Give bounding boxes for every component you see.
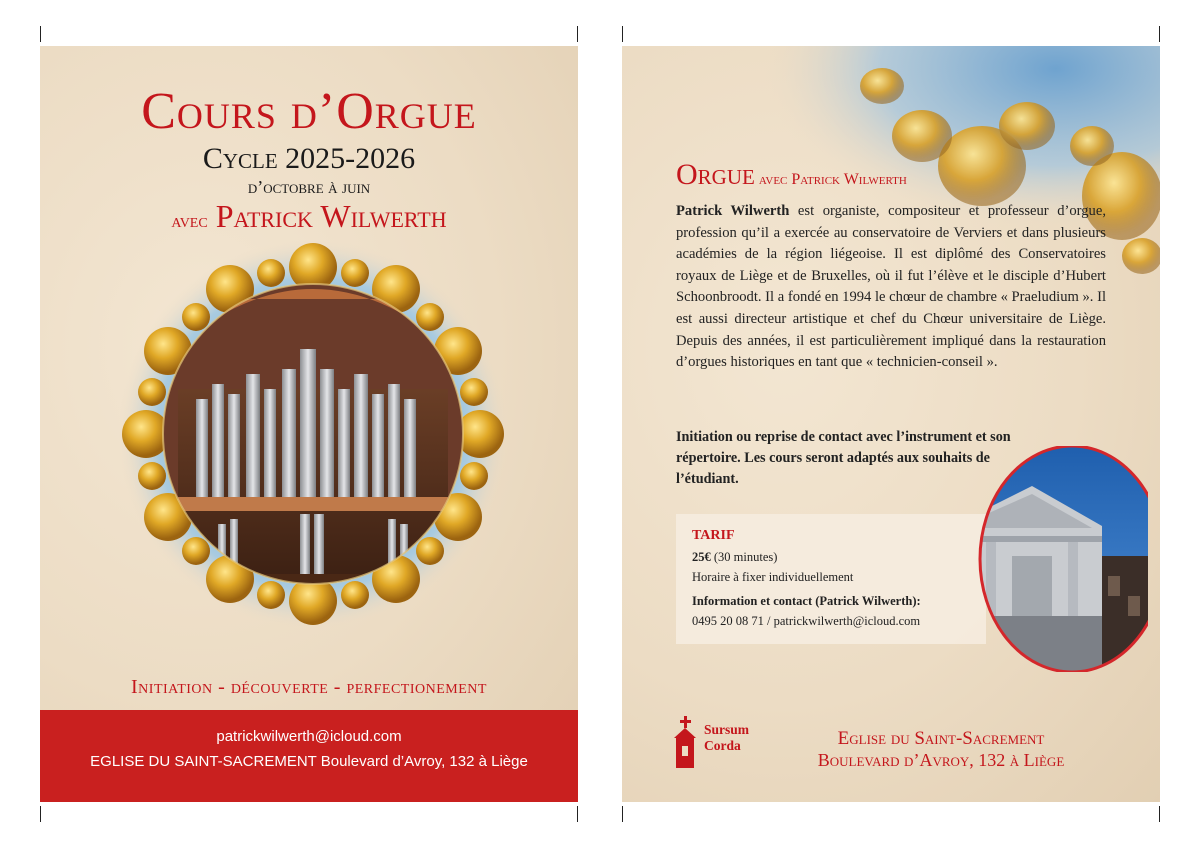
cycle-title: Cycle 2025-2026 (202, 142, 416, 175)
crop-mark (1159, 26, 1160, 42)
tarif-box (676, 514, 986, 644)
logo-text-line1: Sursum (704, 722, 750, 737)
church-address: Boulevard d’Avroy, 132 à Liège (817, 750, 1065, 770)
bio-text: est organiste, compositeur et professeur d’orgue, profession qu’il a exercée au conservatoire de Verviers et dans plusieurs académies de la région liégeoise. Il est diplômé des Conservatoires royaux de Liège et de Bruxelles, où il fut l’élève et le disciple d’Hubert Schoonbroodt. Il a fondé en 1994 le chœur de chambre « Praeludium ». Il est aussi directeur artistique et chef du Chœur universitaire de Liège. Depuis des années, il est particulièrement impliqué dans la restauration d’orgues historiques en tant que « technicien-conseil ». (676, 203, 1106, 371)
course-intro: Initiation ou reprise de contact avec l’instrument et son répertoire. Les cours seront adaptés aux souhaits de l’étudiant. (676, 429, 1011, 487)
crop-mark (577, 26, 578, 42)
period-subtitle: d’octobre à juin (247, 177, 371, 197)
section-heading (676, 158, 907, 192)
footer-email: patrickwilwerth@icloud.com (216, 728, 402, 745)
church-name: Eglise du Saint-Sacrement (837, 728, 1045, 749)
heading-orgue: Orgue (676, 158, 755, 191)
biography-paragraph (676, 201, 1106, 374)
crop-mark (1159, 806, 1160, 822)
footer-band (40, 710, 578, 802)
organ-medallion-image (118, 239, 508, 629)
course-title: Cours d’Orgue (141, 83, 477, 140)
teacher-line (40, 200, 578, 232)
crop-mark (622, 26, 623, 42)
crop-mark (577, 806, 578, 822)
crop-mark (622, 806, 623, 822)
contact-label: Information et contact (Patrick Wilwerth): (692, 594, 921, 608)
footer-address: EGLISE DU SAINT-SACREMENT Boulevard d’Avroy, 132 à Liège (90, 753, 528, 770)
crop-mark (40, 806, 41, 822)
price-amount: 25€ (692, 550, 711, 564)
teacher-name: Patrick Wilwerth (215, 198, 447, 234)
tarif-schedule: Horaire à fixer individuellement (692, 570, 854, 584)
flyer-back-page (622, 46, 1160, 802)
tarif-title: TARIF (692, 528, 735, 543)
price-duration: (30 minutes) (710, 550, 778, 564)
flyer-front-page (40, 46, 578, 802)
teacher-prefix: avec (171, 210, 208, 232)
contact-value: 0495 20 08 71 / patrickwilwerth@icloud.com (692, 614, 921, 628)
tarif-price (692, 550, 777, 565)
tagline: Initiation - découverte - perfectionement (131, 676, 487, 698)
logo-text-line2: Corda (704, 738, 741, 753)
heading-sub: avec Patrick Wilwerth (758, 171, 907, 188)
crop-mark (40, 26, 41, 42)
bio-name: Patrick Wilwerth (676, 203, 790, 219)
church-facade-photo (972, 446, 1148, 672)
